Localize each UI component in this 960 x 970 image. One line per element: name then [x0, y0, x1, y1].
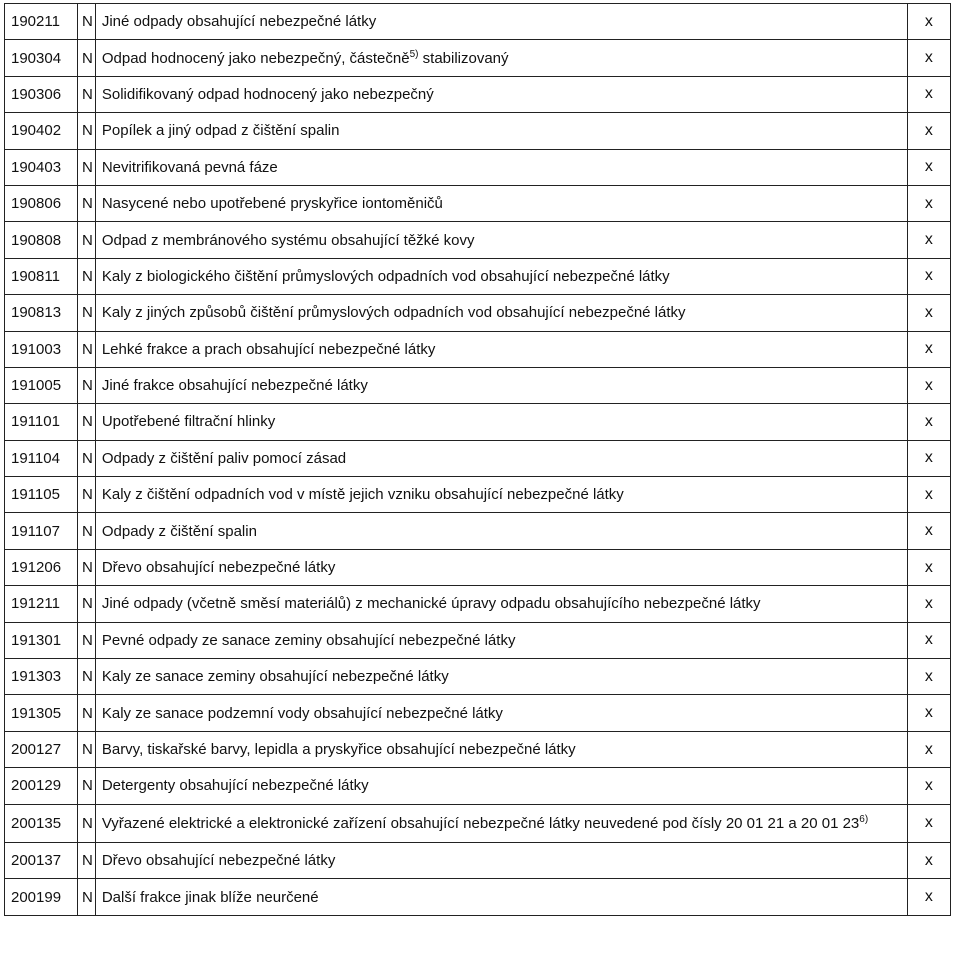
table-row: [5, 367, 951, 403]
mark: x: [907, 804, 950, 842]
waste-name: Další frakce jinak blíže neurčené: [95, 879, 907, 915]
category: N: [78, 295, 96, 331]
table-row: [5, 440, 951, 476]
mark: x: [907, 440, 950, 476]
waste-code: 190304: [5, 40, 78, 76]
table-row: [5, 622, 951, 658]
table-row: [5, 149, 951, 185]
category: N: [78, 113, 96, 149]
waste-code: 191305: [5, 695, 78, 731]
waste-name-text: stabilizovaný: [418, 49, 509, 67]
category: N: [78, 879, 96, 915]
footnote-ref: 5): [409, 48, 419, 60]
waste-name: Odpady z čištění paliv pomocí zásad: [95, 440, 907, 476]
waste-name: Kaly z čištění odpadních vod v místě jejich vzniku obsahující nebezpečné látky: [95, 477, 907, 513]
category: N: [78, 842, 96, 878]
waste-name: [95, 40, 907, 76]
table-row: [5, 768, 951, 804]
footnote-ref: 6): [859, 814, 869, 826]
category: N: [78, 76, 96, 112]
waste-code: 190402: [5, 113, 78, 149]
waste-name: Kaly ze sanace zeminy obsahující nebezpečné látky: [95, 659, 907, 695]
table-row: [5, 331, 951, 367]
mark: x: [907, 295, 950, 331]
category: N: [78, 513, 96, 549]
category: N: [78, 258, 96, 294]
table-row: [5, 222, 951, 258]
category: N: [78, 549, 96, 585]
waste-code: 191104: [5, 440, 78, 476]
mark: x: [907, 149, 950, 185]
waste-name: Odpady z čištění spalin: [95, 513, 907, 549]
category: N: [78, 768, 96, 804]
table-row: [5, 113, 951, 149]
category: N: [78, 440, 96, 476]
waste-code: 190811: [5, 258, 78, 294]
waste-code: 200135: [5, 804, 78, 842]
waste-code: 191206: [5, 549, 78, 585]
waste-code: 191107: [5, 513, 78, 549]
table-row: [5, 804, 951, 842]
waste-name: Dřevo obsahující nebezpečné látky: [95, 842, 907, 878]
waste-catalogue-table: [4, 3, 951, 916]
mark: x: [907, 659, 950, 695]
waste-name: Barvy, tiskařské barvy, lepidla a pryskyřice obsahující nebezpečné látky: [95, 731, 907, 767]
waste-code: 190813: [5, 295, 78, 331]
mark: x: [907, 4, 950, 40]
mark: x: [907, 185, 950, 221]
category: N: [78, 622, 96, 658]
waste-name-text: Odpad hodnocený jako nebezpečný, částečně: [101, 49, 410, 67]
waste-name: Kaly ze sanace podzemní vody obsahující nebezpečné látky: [95, 695, 907, 731]
waste-name: Jiné odpady obsahující nebezpečné látky: [95, 4, 907, 40]
table-row: [5, 879, 951, 915]
waste-name: Nevitrifikovaná pevná fáze: [95, 149, 907, 185]
mark: x: [907, 768, 950, 804]
category: N: [78, 659, 96, 695]
waste-code: 190211: [5, 4, 78, 40]
table-row: [5, 295, 951, 331]
mark: x: [907, 404, 950, 440]
waste-code: 190808: [5, 222, 78, 258]
mark: x: [907, 842, 950, 878]
mark: x: [907, 222, 950, 258]
waste-code: 200129: [5, 768, 78, 804]
waste-name: Odpad z membránového systému obsahující těžké kovy: [95, 222, 907, 258]
mark: x: [907, 258, 950, 294]
waste-name: Upotřebené filtrační hlinky: [95, 404, 907, 440]
waste-code: 191105: [5, 477, 78, 513]
category: N: [78, 695, 96, 731]
waste-code: 190306: [5, 76, 78, 112]
mark: x: [907, 622, 950, 658]
table-row: [5, 40, 951, 76]
waste-name: Pevné odpady ze sanace zeminy obsahující nebezpečné látky: [95, 622, 907, 658]
waste-name: Detergenty obsahující nebezpečné látky: [95, 768, 907, 804]
waste-code: 191301: [5, 622, 78, 658]
table-row: [5, 842, 951, 878]
waste-code: 191303: [5, 659, 78, 695]
category: N: [78, 222, 96, 258]
waste-name: Jiné odpady (včetně směsí materiálů) z mechanické úpravy odpadu obsahujícího nebezpečné látky: [95, 586, 907, 622]
table-row: [5, 477, 951, 513]
table-row: [5, 513, 951, 549]
waste-name: Popílek a jiný odpad z čištění spalin: [95, 113, 907, 149]
category: N: [78, 804, 96, 842]
category: N: [78, 331, 96, 367]
table-row: [5, 659, 951, 695]
mark: x: [907, 367, 950, 403]
category: N: [78, 731, 96, 767]
table-row: [5, 258, 951, 294]
table-row: [5, 185, 951, 221]
waste-name: Jiné frakce obsahující nebezpečné látky: [95, 367, 907, 403]
mark: x: [907, 40, 950, 76]
category: N: [78, 149, 96, 185]
table-row: [5, 695, 951, 731]
waste-name: Lehké frakce a prach obsahující nebezpečné látky: [95, 331, 907, 367]
waste-name: Solidifikovaný odpad hodnocený jako nebezpečný: [95, 76, 907, 112]
waste-code: 190806: [5, 185, 78, 221]
mark: x: [907, 549, 950, 585]
waste-code: 191005: [5, 367, 78, 403]
waste-code: 200199: [5, 879, 78, 915]
mark: x: [907, 113, 950, 149]
waste-code: 200127: [5, 731, 78, 767]
mark: x: [907, 331, 950, 367]
mark: x: [907, 731, 950, 767]
table-row: [5, 731, 951, 767]
category: N: [78, 477, 96, 513]
category: N: [78, 185, 96, 221]
waste-code: 191211: [5, 586, 78, 622]
waste-name: Nasycené nebo upotřebené pryskyřice iontoměničů: [95, 185, 907, 221]
mark: x: [907, 477, 950, 513]
mark: x: [907, 879, 950, 915]
table-row: [5, 76, 951, 112]
waste-code: 200137: [5, 842, 78, 878]
waste-name: [95, 804, 907, 842]
waste-code: 191101: [5, 404, 78, 440]
waste-name: Dřevo obsahující nebezpečné látky: [95, 549, 907, 585]
mark: x: [907, 586, 950, 622]
waste-name-text: Vyřazené elektrické a elektronické zařízení obsahující nebezpečné látky neuvedené pod čísly 20 01 21 a 20 01 23: [101, 815, 860, 833]
category: N: [78, 40, 96, 76]
waste-name: Kaly z jiných způsobů čištění průmyslových odpadních vod obsahující nebezpečné látky: [95, 295, 907, 331]
waste-code: 190403: [5, 149, 78, 185]
waste-name: Kaly z biologického čištění průmyslových odpadních vod obsahující nebezpečné látky: [95, 258, 907, 294]
table-row: [5, 404, 951, 440]
waste-code: 191003: [5, 331, 78, 367]
category: N: [78, 586, 96, 622]
category: N: [78, 4, 96, 40]
table-row: [5, 4, 951, 40]
mark: x: [907, 76, 950, 112]
table-row: [5, 549, 951, 585]
category: N: [78, 404, 96, 440]
category: N: [78, 367, 96, 403]
mark: x: [907, 513, 950, 549]
table-row: [5, 586, 951, 622]
mark: x: [907, 695, 950, 731]
